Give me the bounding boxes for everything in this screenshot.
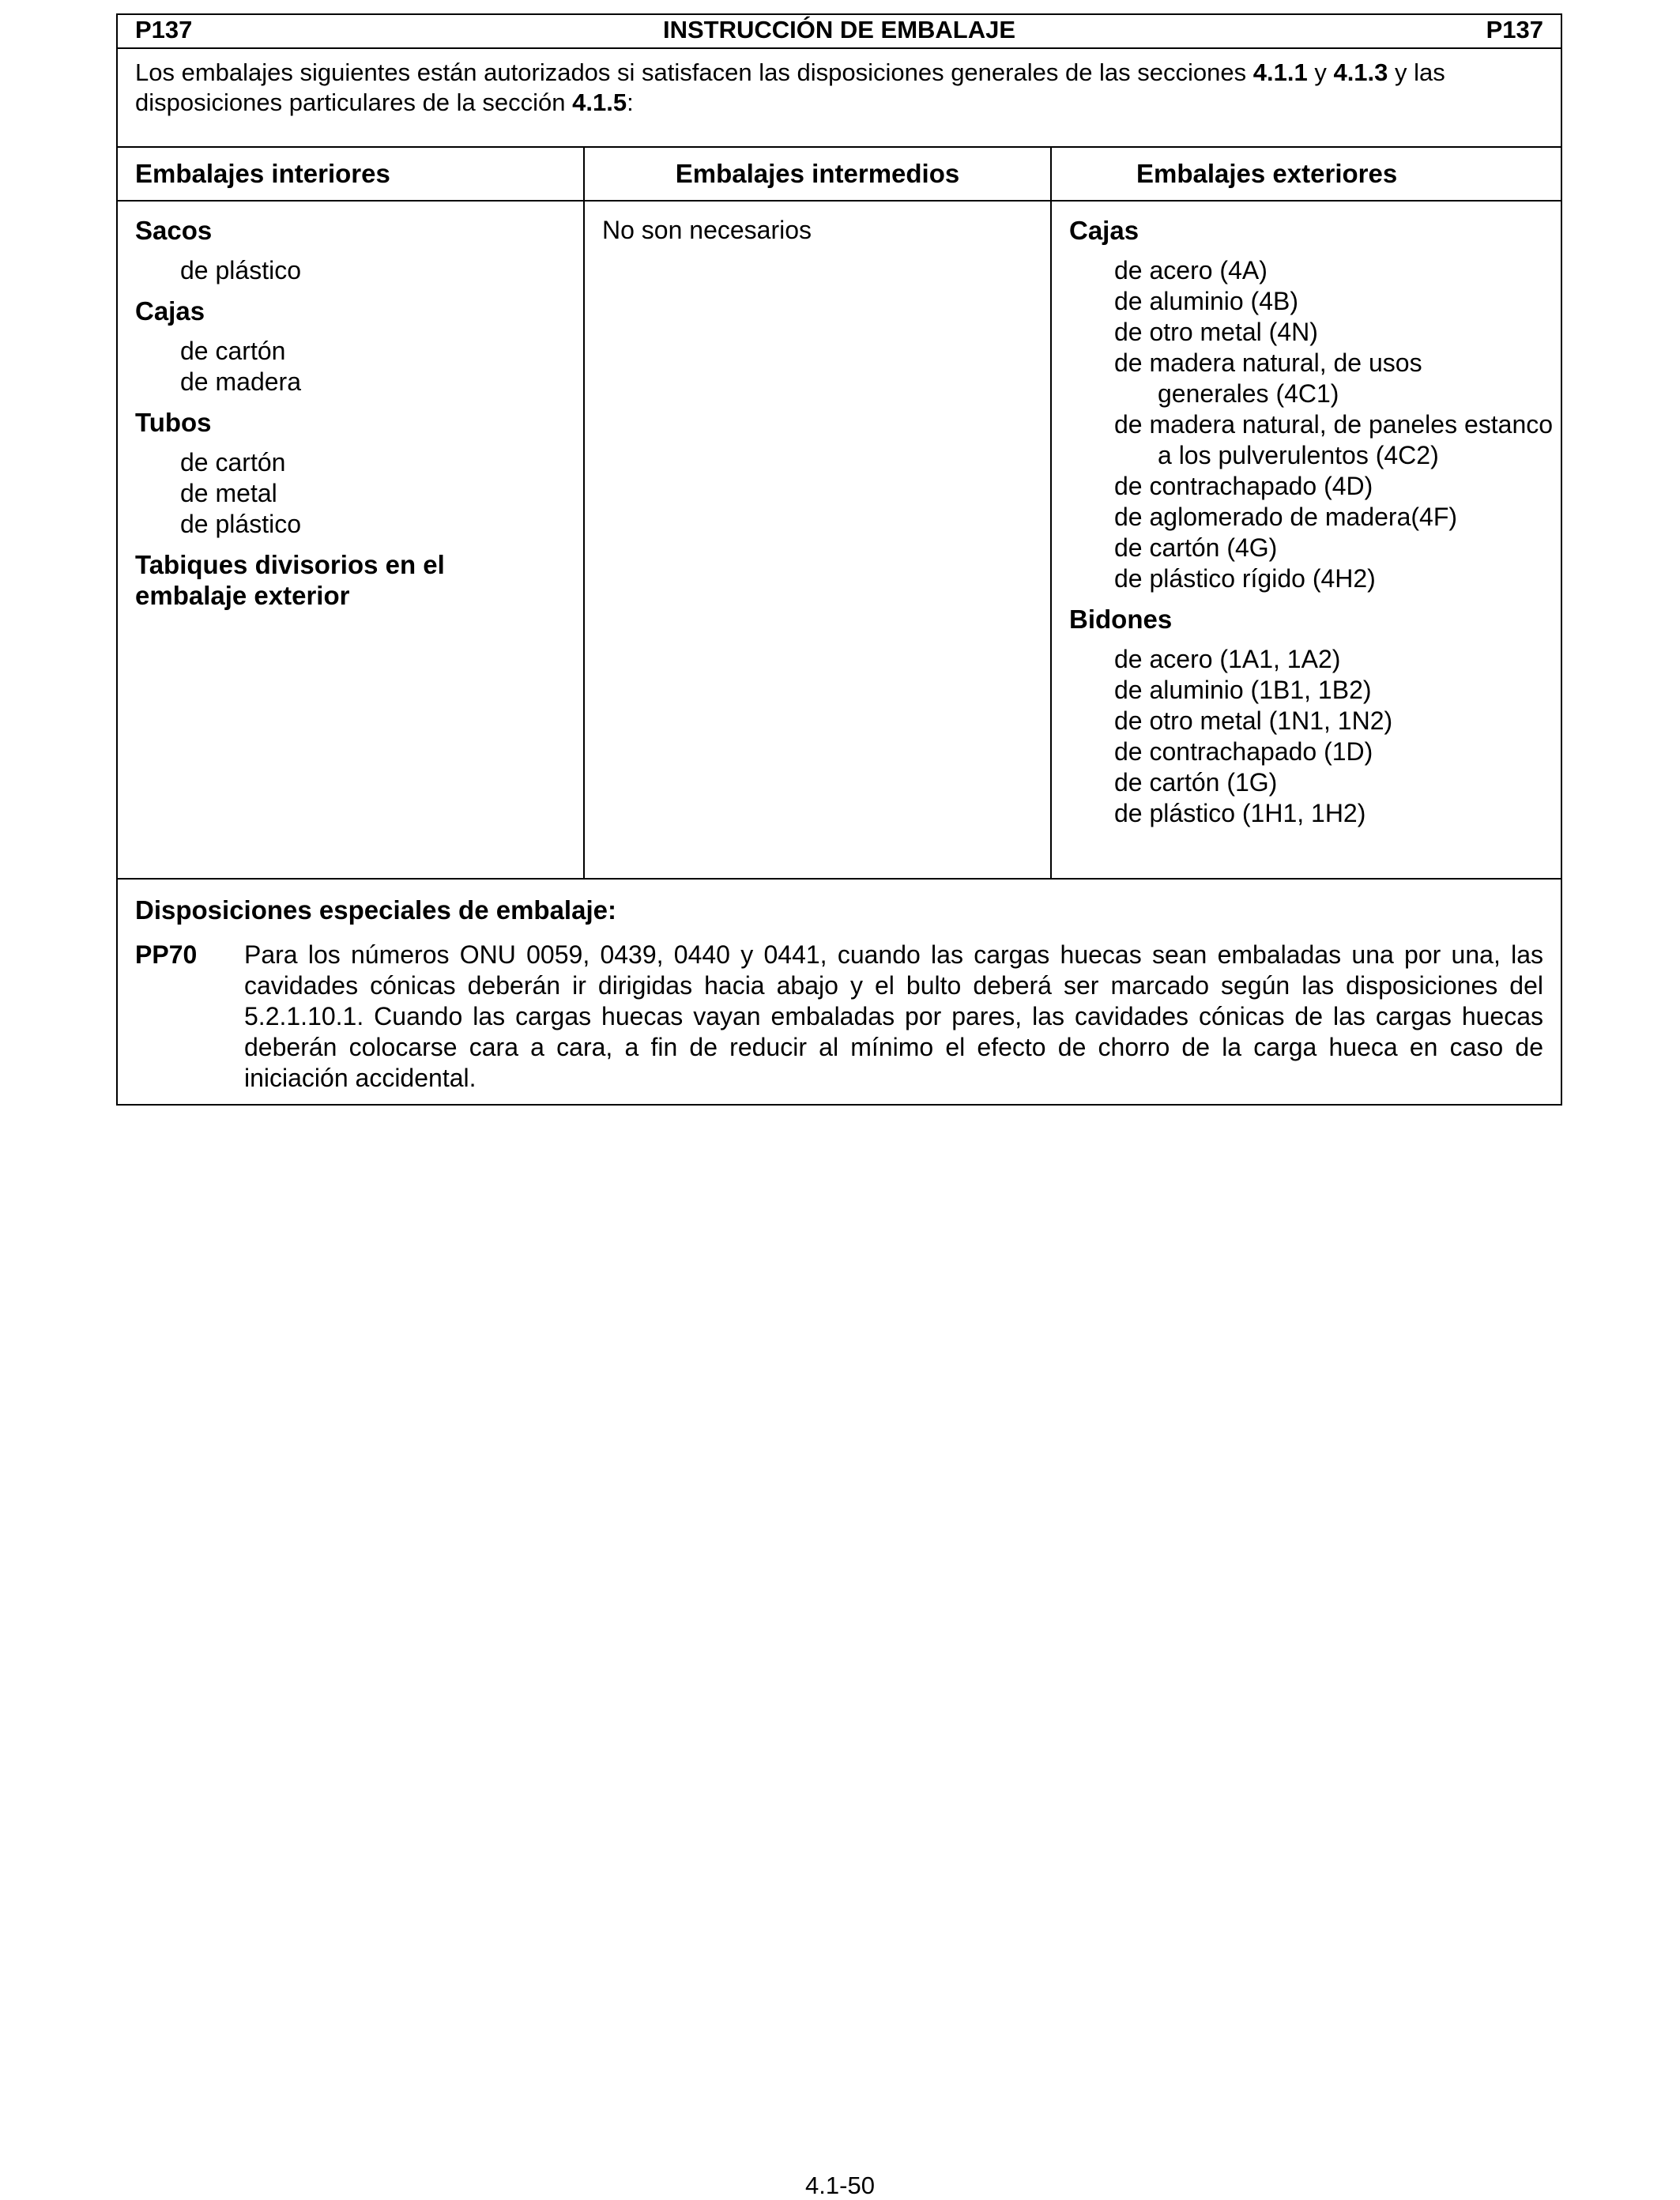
page-number: 4.1-50 bbox=[805, 2172, 875, 2199]
intro-text: : bbox=[627, 89, 634, 116]
intermediate-packagings bbox=[585, 202, 1052, 878]
group-heading: Sacos bbox=[135, 216, 213, 245]
list-item: de cartón bbox=[180, 337, 286, 365]
table-header bbox=[118, 15, 1561, 49]
column-header-intermediate: Embalajes intermedios bbox=[585, 148, 1052, 200]
list-item: de otro metal (4N) bbox=[1114, 318, 1318, 346]
inner-packagings bbox=[118, 202, 585, 878]
list-item: de plástico bbox=[180, 256, 301, 284]
list-item: de aluminio (1B1, 1B2) bbox=[1114, 676, 1372, 704]
special-provisions bbox=[118, 880, 1561, 1104]
column-header-inner: Embalajes interiores bbox=[118, 148, 585, 200]
provision-code: PP70 bbox=[135, 940, 198, 969]
group-heading: Cajas bbox=[135, 296, 205, 326]
group-heading: Tubos bbox=[135, 408, 212, 437]
group-items bbox=[1069, 644, 1561, 829]
column-header-outer: Embalajes exteriores bbox=[1136, 159, 1398, 188]
intro-paragraph bbox=[118, 49, 1561, 148]
list-item: de acero (1A1, 1A2) bbox=[1114, 645, 1341, 673]
section-ref: 4.1.1 bbox=[1252, 58, 1308, 86]
list-item: de aglomerado de madera(4F) bbox=[1114, 503, 1458, 531]
section-ref: 4.1.5 bbox=[572, 89, 627, 116]
list-item: de metal bbox=[180, 479, 277, 507]
list-item: de aluminio (4B) bbox=[1114, 287, 1298, 315]
group-items bbox=[135, 336, 583, 397]
list-item: de contrachapado (4D) bbox=[1114, 472, 1373, 500]
list-item: de plástico bbox=[180, 510, 301, 538]
intro-text: y bbox=[1307, 58, 1334, 86]
group-items bbox=[1069, 255, 1561, 594]
list-item: de plástico rígido (4H2) bbox=[1114, 564, 1376, 593]
list-item: de plástico (1H1, 1H2) bbox=[1114, 799, 1366, 827]
instruction-code-left: P137 bbox=[135, 16, 193, 43]
outer-packagings bbox=[1052, 202, 1561, 878]
list-item: de contrachapado (1D) bbox=[1114, 737, 1373, 766]
intro-text: y las disposiciones particulares de la sección bbox=[135, 58, 1445, 116]
instruction-title: INSTRUCCIÓN DE EMBALAJE bbox=[662, 16, 1016, 43]
group-items bbox=[135, 255, 583, 286]
column-headers bbox=[118, 148, 1561, 202]
group-items bbox=[135, 447, 583, 540]
provision-text: Para los números ONU 0059, 0439, 0440 y 0441, cuando las cargas huecas sean embaladas una por una, las cavidades cónicas deberán ir dirigidas hacia abajo y el bulto deberá ser marcado según las disposiciones del 5.2.1.10.1. Cuando las cargas huecas vayan embaladas por pares, las cavidades cónicas de las cargas huecas deberán colocarse cara a cara, a fin de reducir al mínimo el efecto de chorro de la carga hueca en caso de iniciación accidental. bbox=[244, 940, 1543, 1092]
packaging-columns bbox=[118, 202, 1561, 880]
group-heading: Tabiques divisorios en el embalaje exterior bbox=[135, 550, 445, 610]
list-item: de cartón (4G) bbox=[1114, 533, 1278, 562]
intro-text: Los embalajes siguientes están autorizados si satisfacen las disposiciones generales de las secciones bbox=[135, 58, 1253, 86]
instruction-code-right: P137 bbox=[1486, 16, 1543, 43]
section-ref: 4.1.3 bbox=[1333, 58, 1388, 86]
list-item: de otro metal (1N1, 1N2) bbox=[1114, 706, 1393, 735]
list-item: de cartón (1G) bbox=[1114, 768, 1278, 797]
list-item: de cartón bbox=[180, 448, 286, 477]
packing-instruction-table bbox=[116, 13, 1562, 1106]
list-item: de madera bbox=[180, 367, 301, 396]
list-item: de madera natural, de paneles estanco a los pulverulentos (4C2) bbox=[1114, 410, 1554, 469]
list-item: de acero (4A) bbox=[1114, 256, 1268, 284]
group-heading: Cajas bbox=[1069, 216, 1139, 245]
group-heading: Bidones bbox=[1069, 605, 1173, 634]
special-provisions-title: Disposiciones especiales de embalaje: bbox=[135, 895, 616, 925]
list-item: de madera natural, de usos generales (4C1) bbox=[1114, 348, 1422, 408]
intermediate-text: No son necesarios bbox=[602, 216, 812, 244]
provision-pp70 bbox=[135, 940, 1543, 1094]
